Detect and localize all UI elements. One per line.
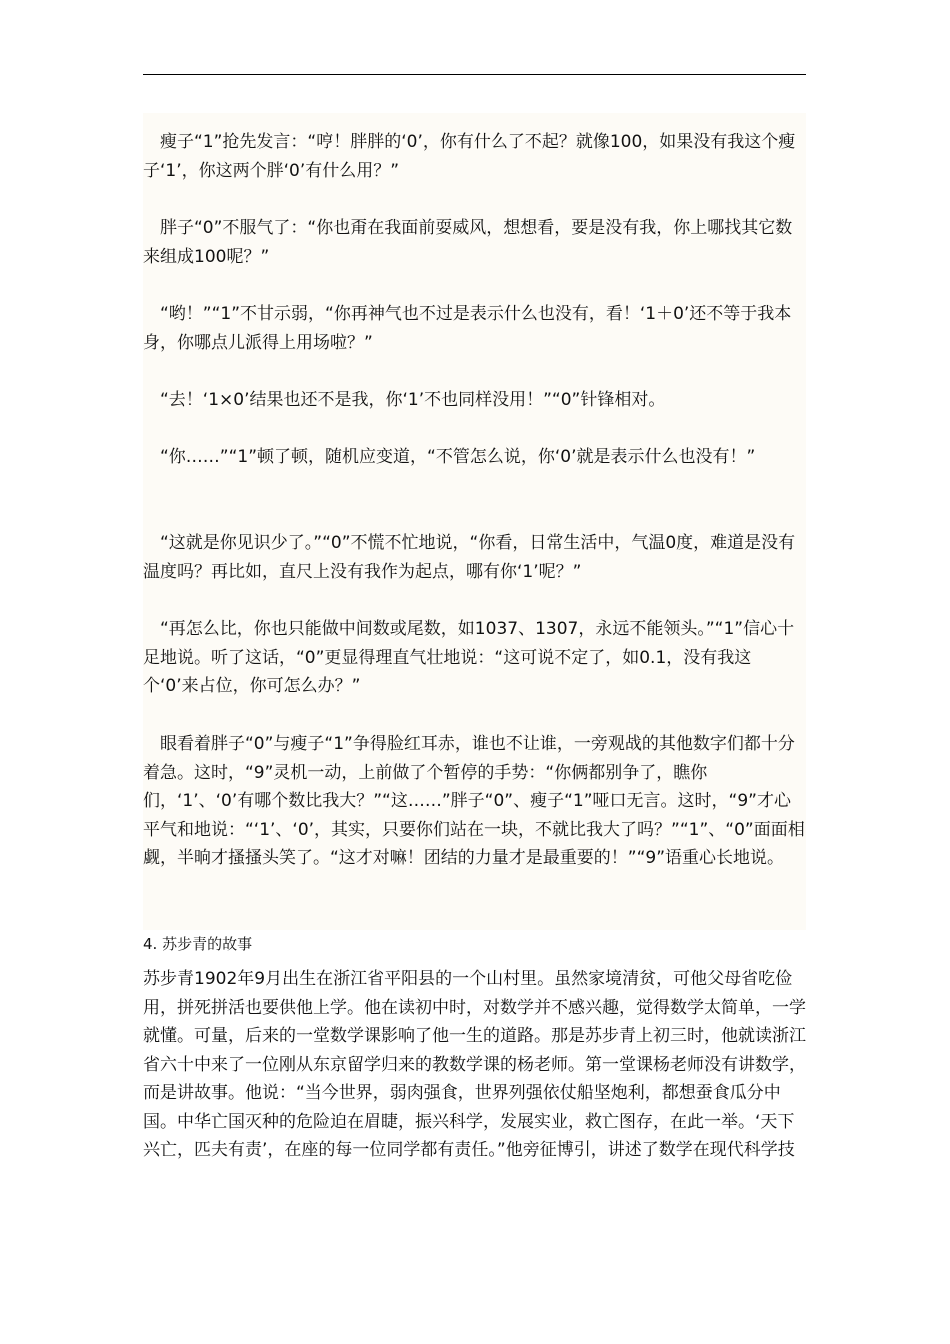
story-paragraph-8: 眼看着胖子“0”与瘦子“1”争得脸红耳赤，谁也不让谁，一旁观战的其他数字们都十分着急。这时，“9”灵机一动，上前做了个暂停的手势：“你俩都别争了，瞧你们，‘1’、‘0’有哪个数比我大？”“这……”胖子“0”、瘦子“1”哑口无言。这时，“9”才心平气和地说：“‘1’、‘0’，其实，只要你们站在一块，不就比我大了吗？”“1”、“0”面面相觑，半晌才搔搔头笑了。“这才对嘛！团结的力量才是最重要的！”“9”语重心长地说。 <box>143 734 805 868</box>
section-body: 苏步青1902年9月出生在浙江省平阳县的一个山村里。虽然家境清贫，可他父母省吃俭用，拼死拼活也要供他上学。他在读初中时，对数学并不感兴趣，觉得数学太简单，一学就懂。可量，后来的一堂数学课影响了他一生的道路。那是苏步青上初三时，他就读浙江省六十中来了一位刚从东京留学归来的教数学课的杨老师。第一堂课杨老师没有讲数学，而是讲故事。他说：“当今世界，弱肉强食，世界列强依仗船坚炮利，都想蚕食瓜分中国。中华亡国灭种的危险迫在眉睫，振兴科学，发展实业，救亡图存，在此一举。‘天下兴亡，匹夫有责’，在座的每一位同学都有责任。”他旁征博引，讲述了数学在现代科学技 <box>143 969 806 1160</box>
story-paragraph-5: “你……”“1”顿了顿，随机应变道，“不管怎么说，你‘0’就是表示什么也没有！” <box>143 447 756 467</box>
section-heading: 4. 苏步青的故事 <box>143 935 253 953</box>
story-paragraph-4: “去！‘1×0’结果也还不是我，你‘1’不也同样没用！”“0”针锋相对。 <box>143 390 666 410</box>
story-paragraph-1: 瘦子“1”抢先发言：“哼！胖胖的‘0’，你有什么了不起？就像100，如果没有我这个瘦子‘1’，你这两个胖‘0’有什么用？” <box>143 132 796 181</box>
story-paragraph-6: “这就是你见识少了。”“0”不慌不忙地说，“你看，日常生活中，气温0度，难道是没有温度吗？再比如，直尺上没有我作为起点，哪有你‘1’呢？” <box>143 533 796 582</box>
story-paragraph-3: “哟！”“1”不甘示弱，“你再神气也不过是表示什么也没有，看！‘1＋0’还不等于我本身，你哪点儿派得上用场啦？” <box>143 304 792 353</box>
story-paragraph-7: “再怎么比，你也只能做中间数或尾数，如1037、1307，永远不能领头。”“1”信心十足地说。听了这话，“0”更显得理直气壮地说：“这可说不定了，如0.1，没有我这个‘0’来占位，你可怎么办？” <box>143 619 795 696</box>
header-rule <box>143 74 806 75</box>
story-paragraph-2: 胖子“0”不服气了：“你也甭在我面前耍威风，想想看，要是没有我，你上哪找其它数来组成100呢？” <box>143 218 793 267</box>
